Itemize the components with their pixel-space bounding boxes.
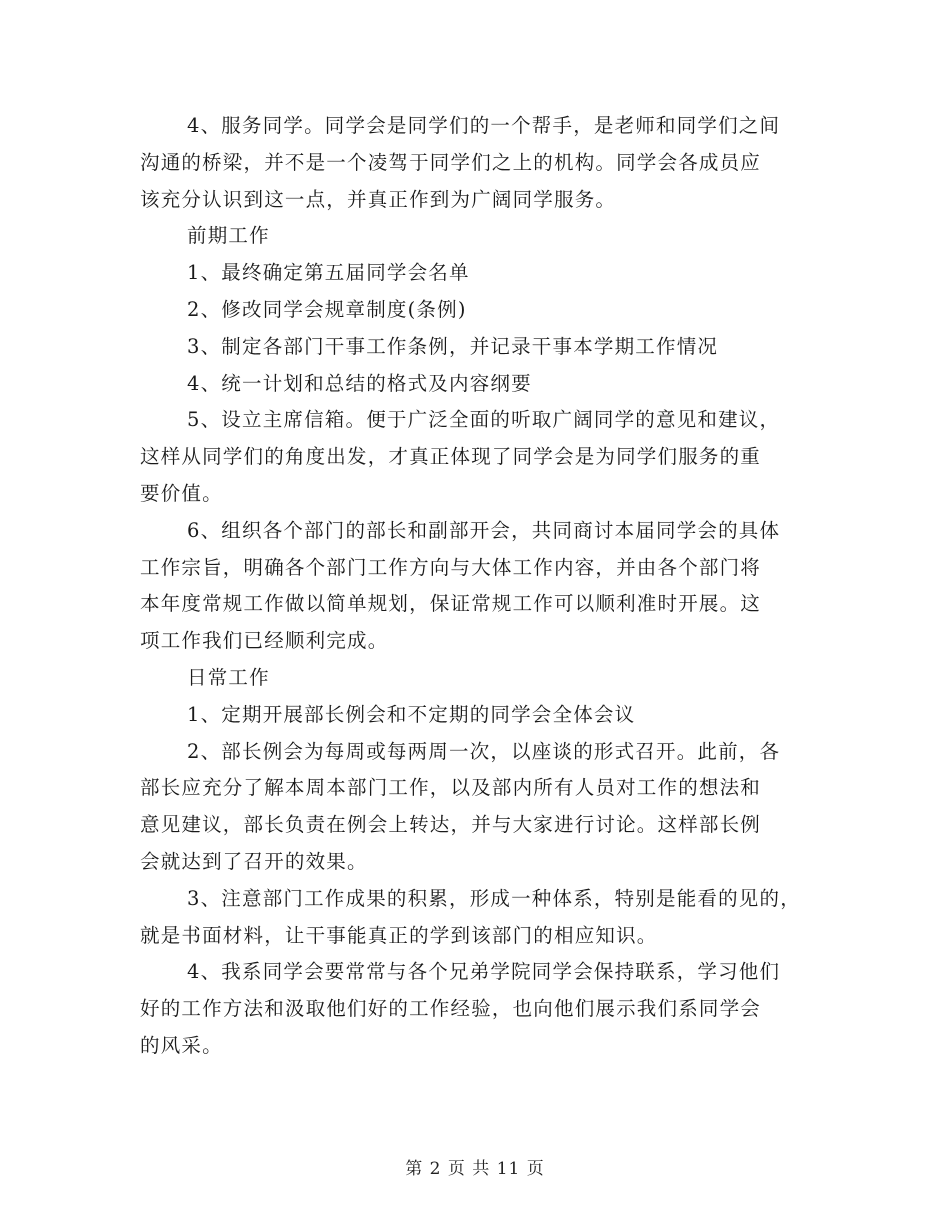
text-line: 1、最终确定第五届同学会名单 (187, 261, 470, 285)
text-line: 要价值。 (140, 481, 223, 505)
list-item (140, 954, 820, 1064)
text-line: 部长应充分了解本周本部门工作，以及部内所有人员对工作的想法和 (140, 776, 762, 800)
text-line: 本年度常规工作做以简单规划，保证常规工作可以顺利准时开展。这 (140, 592, 762, 616)
text-line: 3、注意部门工作成果的积累，形成一种体系，特别是能看的见的， (187, 886, 801, 910)
list-item (140, 513, 820, 660)
text-line: 工作宗旨，明确各个部门工作方向与大体工作内容，并由各个部门将 (140, 555, 762, 579)
text-line: 该充分认识到这一点，并真正作到为广阔同学服务。 (140, 187, 617, 211)
text-line: 3、制定各部门干事工作条例，并记录干事本学期工作情况 (187, 334, 719, 358)
text-line: 就是书面材料，让干事能真正的学到该部门的相应知识。 (140, 923, 658, 947)
section-heading (140, 218, 820, 255)
list-item (140, 734, 820, 881)
list-item (140, 292, 820, 329)
text-line: 6、组织各个部门的部长和副部开会，共同商讨本届同学会的具体 (187, 518, 781, 542)
list-item (140, 697, 820, 734)
text-line: 项工作我们已经顺利完成。 (140, 629, 389, 653)
text-line: 4、服务同学。同学会是同学们的一个帮手，是老师和同学们之间 (187, 114, 781, 137)
text-line: 2、修改同学会规章制度(条例) (187, 297, 467, 321)
text-line: 4、我系同学会要常常与各个兄弟学院同学会保持联系，学习他们 (187, 960, 781, 984)
text-line: 2、部长例会为每周或每两周一次，以座谈的形式召开。此前，各 (187, 739, 781, 763)
list-item (140, 255, 820, 292)
paragraph (140, 108, 820, 218)
text-line: 会就达到了召开的效果。 (140, 849, 368, 873)
list-item (140, 881, 820, 955)
text-line: 好的工作方法和汲取他们好的工作经验，也向他们展示我们系同学会 (140, 997, 762, 1021)
document-body (140, 108, 820, 1065)
section-heading-text: 前期工作 (187, 224, 270, 248)
section-heading-text: 日常工作 (187, 665, 270, 689)
text-line: 1、定期开展部长例会和不定期的同学会全体会议 (187, 702, 636, 726)
list-item (140, 402, 820, 512)
text-line: 沟通的桥梁，并不是一个凌驾于同学们之上的机构。同学会各成员应 (140, 150, 762, 174)
list-item (140, 366, 820, 403)
page-number-footer: 第 2 页 共 11 页 (405, 1159, 545, 1179)
section-heading (140, 660, 820, 697)
text-line: 的风采。 (140, 1033, 223, 1057)
text-line: 意见建议，部长负责在例会上转达，并与大家进行讨论。这样部长例 (140, 813, 762, 837)
text-line: 4、统一计划和总结的格式及内容纲要 (187, 371, 532, 395)
text-line: 5、设立主席信箱。便于广泛全面的听取广阔同学的意见和建议， (187, 408, 781, 432)
text-line: 这样从同学们的角度出发，才真正体现了同学会是为同学们服务的重 (140, 445, 762, 469)
list-item (140, 329, 820, 366)
